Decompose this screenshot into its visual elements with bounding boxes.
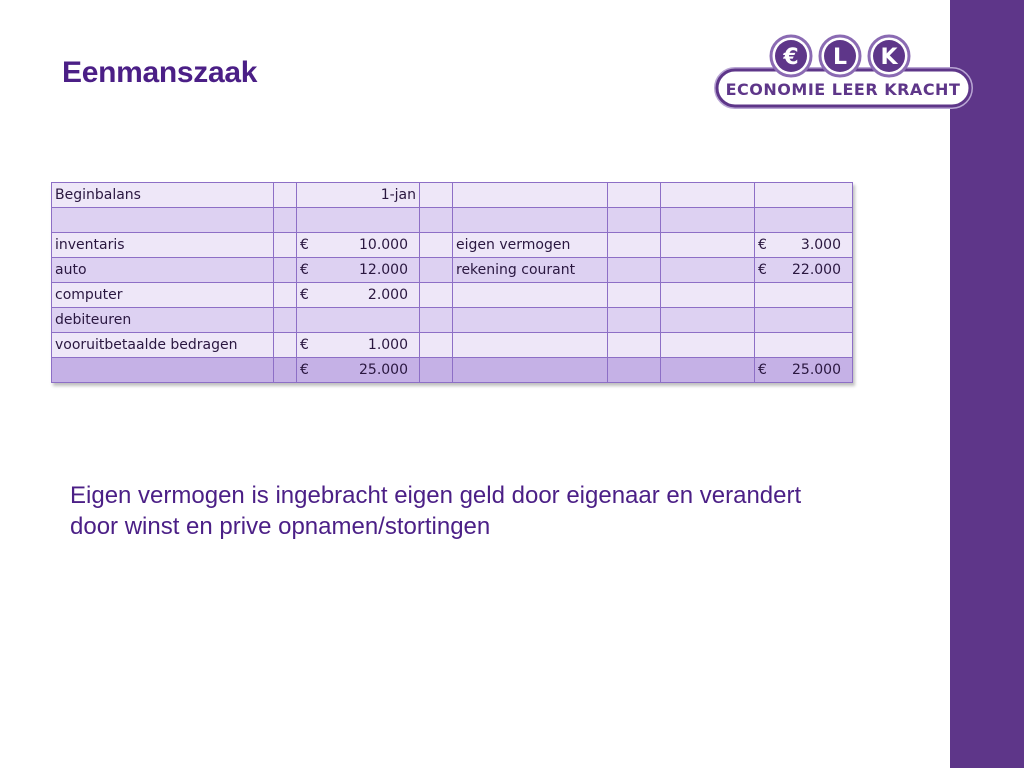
- elk-logo: [712, 30, 974, 114]
- table-row: [52, 308, 853, 333]
- balance-table: [51, 182, 853, 383]
- credit-amount: 3.000: [800, 237, 841, 253]
- credit-label: rekening courant: [453, 258, 608, 283]
- balance-title: Beginbalans: [52, 183, 274, 208]
- logo-circle-l: [820, 36, 860, 76]
- table-row-total: [52, 358, 853, 383]
- logo-circle-euro: [771, 36, 811, 76]
- page-title: Eenmanszaak: [62, 56, 258, 89]
- debit-amount: 10.000: [359, 237, 408, 253]
- debit-label: inventaris: [52, 233, 274, 258]
- currency-symbol: €: [300, 237, 309, 253]
- debit-label: computer: [52, 283, 274, 308]
- table-row-empty: [52, 208, 853, 233]
- logo-text: ECONOMIE LEER KRACHT: [725, 80, 961, 99]
- table-row: [52, 283, 853, 308]
- total-credit-amount: 25.000: [792, 362, 841, 378]
- logo-circle-k: [869, 36, 909, 76]
- credit-label: eigen vermogen: [453, 233, 608, 258]
- side-bar: [950, 0, 1024, 768]
- currency-symbol: €: [758, 237, 767, 253]
- currency-symbol: €: [300, 337, 309, 353]
- svg-text:€: €: [783, 45, 799, 70]
- svg-text:K: K: [880, 45, 898, 70]
- credit-amount: 22.000: [792, 262, 841, 278]
- explanation-text: Eigen vermogen is ingebracht eigen geld door eigenaar en verandert door winst en prive opnamen/stortingen: [70, 482, 802, 540]
- total-debit-amount: 25.000: [359, 362, 408, 378]
- debit-amount: 2.000: [367, 287, 408, 303]
- currency-symbol: €: [300, 262, 309, 278]
- table-row-header: [52, 183, 853, 208]
- debit-label: vooruitbetaalde bedragen: [52, 333, 274, 358]
- table-row: [52, 333, 853, 358]
- currency-symbol: €: [300, 287, 309, 303]
- table-row: [52, 258, 853, 283]
- currency-symbol: €: [300, 362, 309, 378]
- debit-amount: 12.000: [359, 262, 408, 278]
- table-row: [52, 233, 853, 258]
- currency-symbol: €: [758, 262, 767, 278]
- debit-label: debiteuren: [52, 308, 274, 333]
- currency-symbol: €: [758, 362, 767, 378]
- debit-label: auto: [52, 258, 274, 283]
- debit-amount: 1.000: [367, 337, 408, 353]
- svg-text:L: L: [832, 45, 848, 70]
- balance-date: 1-jan: [297, 183, 420, 208]
